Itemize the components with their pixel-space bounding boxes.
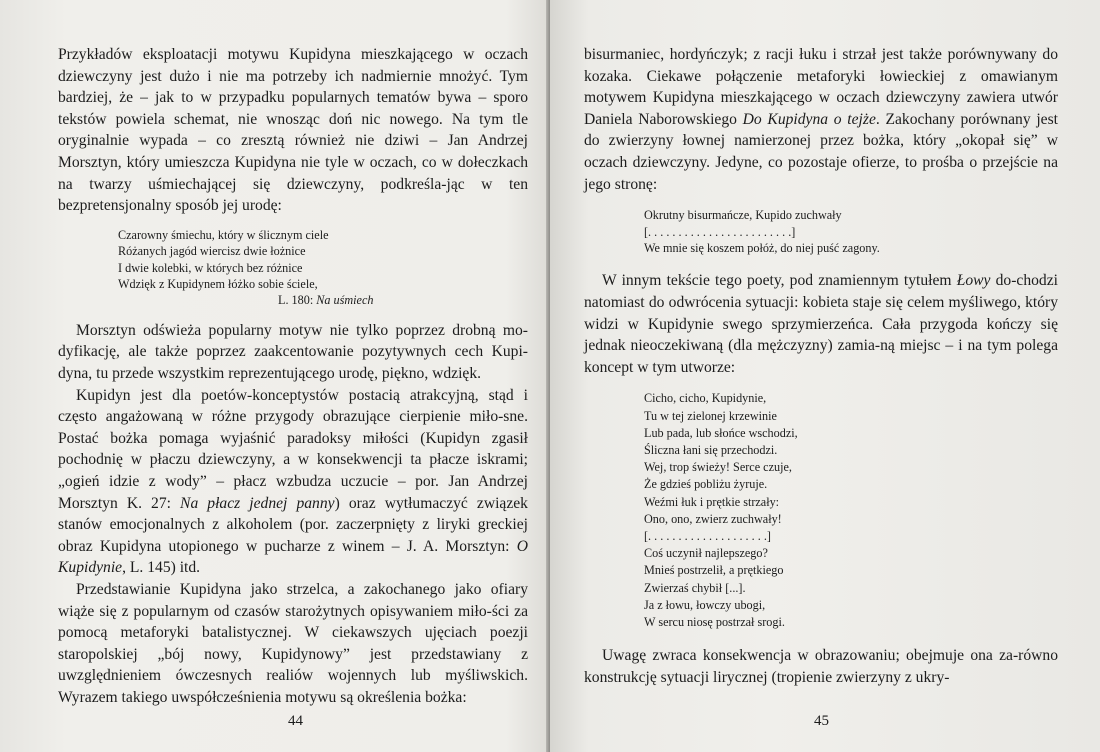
left-paragraph-4: Przedstawianie Kupidyna jako strzelca, a zakochanego jako ofiary wiąże się z popularnym od czasów starożytnych opisywaniem miło-ści za pomocą metaforyki batalistycznej. W ciekawszych ujęciach poezji staropolskiej „bój nowy, Kupidynowy” jest przedstawiany z uwzględnieniem ówczesnych realiów wojennych lub myśliwskich. Wyrazem takiego uwspółcześnienia motywu są określenia bożka: bbox=[58, 580, 528, 706]
quote-line: W sercu niosę postrzał srogi. bbox=[644, 614, 785, 629]
italic-title: Łowy bbox=[956, 272, 991, 290]
quote-line: [. . . . . . . . . . . . . . . . . . . . . . . .] bbox=[644, 224, 796, 239]
page-number-left: 44 bbox=[288, 713, 303, 729]
right-paragraph-3: Uwagę zwraca konsekwencja w obrazowaniu; obejmuje ona za-równo konstrukcję sytuacji lirycznej (tropienie zwierzyny z ukry- bbox=[584, 647, 1058, 686]
quote-line: Czarowny śmiechu, który w ślicznym ciele bbox=[118, 227, 329, 242]
left-paragraph-1: Przykładów eksploatacji motywu Kupidyna mieszkającego w oczach dziewczyny jest dużo i nie ma potrzeby ich nadmiernie mnożyć. Tym bardziej, że – jak to w przypadku popularnych tematów bywa – sporo tekstów powiela schemat, nie wnosząc doń nic nowego. Na tym tle oryginalnie wypada – co zresztą również nie dziwi – Jan Andrzej Morsztyn, który umieszcza Kupidyna nie tyle w oczach, co w dołeczkach na twarzy uśmiechającej się dziewczyny, podkreśla-jąc w ten bezpretensjonalny sposób jej urodę: bbox=[58, 46, 528, 215]
quote-line: Tu w tej zielonej krzewinie bbox=[644, 408, 777, 423]
right-paragraph-1 bbox=[584, 44, 1058, 195]
left-paragraph-3 bbox=[58, 385, 528, 579]
quote-line: Śliczna łani się przechodzi. bbox=[644, 442, 778, 457]
quote-line: Wdzięk z Kupidynem łóżko sobie ściele, bbox=[118, 276, 318, 291]
quote-line: Cicho, cicho, Kupidynie, bbox=[644, 391, 767, 406]
text-run: ) oraz wytłumaczyć związek stanów emocjonalnych z alkoholem (por. zaczerpnięty z liryki greckiej obraz Kupidyna utopionego w pucharze z winem – J. A. Morsztyn: bbox=[58, 494, 528, 555]
quote-line: I dwie kolebki, w których bez różnice bbox=[118, 260, 303, 275]
quote-line: [. . . . . . . . . . . . . . . . . . . .] bbox=[644, 528, 771, 543]
text-run: Kupidyn jest dla poetów-konceptystów postacią atrakcyjną, stąd i często angażowaną w różne przygody obrazujące cierpienie miło-sne. Postać bożka pomaga wyjaśnić paradoksy miłości (Kupidyn zgasił pochodnię w płaczu dziewczyny, a w konsekwencji ta płacze iskrami; „ogień idzie z wody” – płacz wzbudza uczucie – por. Jan Andrzej Morsztyn K. 27: bbox=[58, 386, 528, 512]
text-run: . Zakochany porównany jest do zwierzyny łownej namierzonej przez bożka, który „okopał się” w oczach dziewczyny. Jedyne, co pozostaje ofierze, to prośba o przejście na jego stronę: bbox=[584, 110, 1058, 193]
quote-line: Że gdzieś pobliżu żyruje. bbox=[644, 477, 768, 492]
quote-line: Weźmi łuk i prętkie strzały: bbox=[644, 494, 780, 509]
quote-line: Coś uczynił najlepszego? bbox=[644, 546, 768, 561]
italic-title: Do Kupidyna o tejże bbox=[742, 110, 876, 128]
left-paragraph-2: Morsztyn odświeża popularny motyw nie tylko poprzez drobną mo-dyfikację, ale także poprzez zaakcentowanie pozytywnych cech Kupi-dyna, tu przede wszystkim reprezentującego urodę, piękno, wdzięk. bbox=[58, 321, 528, 382]
left-quote-morsztyn bbox=[118, 227, 528, 309]
right-quote-naborowski-1 bbox=[644, 207, 1058, 256]
quote-source-prefix: L. 180: bbox=[278, 293, 317, 308]
page-number-right: 45 bbox=[814, 713, 829, 729]
quote-source bbox=[118, 292, 528, 308]
quote-line: We mnie się koszem połóż, do niej puść zagony. bbox=[644, 240, 880, 255]
quote-line: Wej, trop świeży! Serce czuje, bbox=[644, 460, 792, 475]
right-paragraph-2 bbox=[584, 270, 1058, 378]
text-run: , L. 145) itd. bbox=[122, 559, 201, 577]
quote-source-title: Na uśmiech bbox=[316, 293, 374, 308]
quote-line: Ja z łowu, łowczy ubogi, bbox=[644, 597, 766, 612]
right-quote-lowy bbox=[644, 390, 1058, 631]
text-run: bisurmaniec, hordyńczyk; z racji łuku i strzał jest także porównywany do kozaka. Ciekawe połączenie metaforyki łowieckiej z omawianym motywem Kupidyna mieszkającego w oczach dziewczyny zawiera utwór Daniela Naborowskiego bbox=[584, 46, 1058, 128]
text-run: do-chodzi natomiast do odwrócenia sytuacji: kobieta staje się celem myśliwego, który widzi w Kupidynie swego sprzymierzeńca. Cała przygoda kończy się jednak nieoczekiwaną (dla mężczyzny) zamia-ną miejsc – i na tym polega koncept w tym utworze: bbox=[584, 272, 1058, 376]
text-run: W innym tekście tego poety, pod znamiennym tytułem bbox=[602, 272, 957, 290]
quote-line: Lub pada, lub słońce wschodzi, bbox=[644, 425, 798, 440]
quote-line: Zwierzaś chybił [...]. bbox=[644, 580, 746, 595]
quote-line: Mnieś postrzelił, a prętkiego bbox=[644, 563, 784, 578]
italic-title: Na płacz jednej panny bbox=[180, 494, 335, 512]
italic-title: O Kupidynie bbox=[58, 537, 528, 577]
right-page bbox=[550, 0, 1100, 752]
quote-line: Okrutny bisurmańcze, Kupido zuchwały bbox=[644, 208, 842, 223]
quote-line: Ono, ono, zwierz zuchwały! bbox=[644, 511, 782, 526]
quote-line: Różanych jagód wiercisz dwie łożnice bbox=[118, 244, 306, 259]
